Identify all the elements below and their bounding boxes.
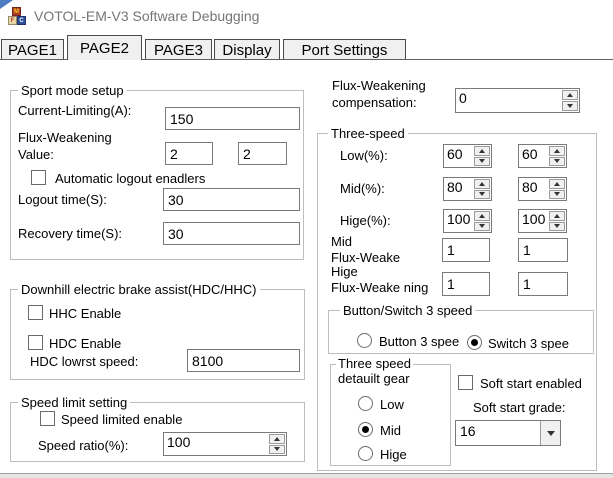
hige-percent-spinbox-2[interactable]: [518, 209, 567, 233]
up-arrow-icon: [479, 149, 485, 153]
flux-compensation-label-line1: Flux-Weakening: [332, 78, 426, 93]
down-arrow-icon: [479, 224, 485, 228]
tab-page3[interactable]: PAGE3: [145, 39, 212, 60]
mid-flux-input-2[interactable]: [518, 238, 568, 262]
hige-percent-value-2: 100: [522, 211, 546, 227]
auto-logout-checkbox[interactable]: [31, 170, 46, 185]
hige-percent-value-1: 100: [447, 211, 471, 227]
icon-block-c: C: [17, 16, 26, 25]
hige-flux-input-1[interactable]: [442, 272, 490, 296]
icon-block-m: M: [14, 9, 19, 15]
flux-compensation-spinbox[interactable]: [455, 88, 580, 113]
down-arrow-icon: [554, 224, 560, 228]
down-arrow-icon: [554, 159, 560, 163]
switch-3-speed-radio[interactable]: [467, 335, 482, 350]
spin-up-button[interactable]: [549, 211, 565, 221]
speed-limited-enable-checkbox[interactable]: [40, 411, 55, 426]
speed-ratio-value: 100: [167, 434, 191, 450]
mid-flux-label-line1: Mid: [331, 234, 352, 249]
low-percent-value-2: 60: [522, 146, 538, 162]
mid-percent-label: Mid(%):: [340, 181, 385, 196]
hige-percent-spinbox-1[interactable]: [443, 209, 492, 233]
dropdown-button[interactable]: [540, 421, 560, 445]
spin-up-button[interactable]: [474, 179, 490, 189]
gear-hige-label: Hige: [380, 447, 407, 462]
mid-percent-spinbox-1[interactable]: [443, 177, 492, 201]
hige-flux-label-line2: Flux-Weake ning: [331, 280, 429, 295]
tab-page1[interactable]: PAGE1: [1, 39, 64, 60]
up-arrow-icon: [567, 93, 573, 97]
tab-display[interactable]: Display: [214, 39, 280, 60]
auto-logout-checkbox-label: Automatic logout enadlers: [55, 171, 206, 186]
window-bottom-edge: [0, 473, 613, 478]
current-limiting-label: Current-Limiting(A):: [18, 103, 132, 118]
down-arrow-icon: [554, 192, 560, 196]
chevron-down-icon: [547, 431, 555, 436]
default-gear-title-line1: Three speed: [338, 356, 411, 371]
spin-down-button[interactable]: [549, 222, 565, 232]
current-limiting-input[interactable]: [165, 107, 300, 130]
spin-down-button[interactable]: [549, 190, 565, 200]
button-switch-group-title: Button/Switch 3 speed: [340, 303, 475, 318]
spin-up-button[interactable]: [549, 146, 565, 156]
hige-flux-input-2[interactable]: [518, 272, 568, 296]
tab-page2[interactable]: PAGE2: [67, 35, 142, 60]
low-percent-value-1: 60: [447, 146, 463, 162]
hdc-enable-checkbox[interactable]: [28, 335, 43, 350]
spin-down-button[interactable]: [474, 222, 490, 232]
speed-ratio-label: Speed ratio(%):: [38, 438, 129, 453]
up-arrow-icon: [554, 182, 560, 186]
soft-start-enabled-checkbox[interactable]: [458, 375, 473, 390]
spin-down-button[interactable]: [562, 101, 578, 111]
mid-percent-spinbox-2[interactable]: [518, 177, 567, 201]
gear-low-radio[interactable]: [358, 396, 373, 411]
downhill-group-title: Downhill electric brake assist(HDC/HHC): [18, 282, 260, 297]
speed-limit-group-title: Speed limit setting: [18, 395, 130, 410]
soft-start-grade-dropdown[interactable]: [455, 420, 561, 446]
title-bar: [0, 0, 613, 33]
sport-mode-group-title: Sport mode setup: [18, 83, 127, 98]
up-arrow-icon: [554, 149, 560, 153]
spin-down-button[interactable]: [269, 445, 285, 455]
soft-start-grade-label: Soft start grade:: [473, 400, 566, 415]
logout-time-input[interactable]: [163, 188, 300, 211]
low-percent-spinbox-1[interactable]: [443, 144, 492, 168]
spin-up-button[interactable]: [474, 211, 490, 221]
up-arrow-icon: [479, 214, 485, 218]
spin-up-button[interactable]: [562, 90, 578, 100]
recovery-time-input[interactable]: [163, 222, 300, 245]
icon-block-f: F: [8, 16, 17, 25]
spin-up-button[interactable]: [549, 179, 565, 189]
default-gear-title-line2: detauilt gear: [338, 371, 410, 386]
default-gear-group-title: [336, 356, 413, 386]
recovery-time-label: Recovery time(S):: [18, 226, 123, 241]
flux-weakening-label-line1: Flux-Weakening: [18, 130, 112, 145]
gear-mid-radio[interactable]: [358, 422, 373, 437]
gear-low-label: Low: [380, 397, 404, 412]
spin-down-button[interactable]: [474, 157, 490, 167]
three-speed-group-title: Three-speed: [328, 126, 408, 141]
hhc-enable-label: HHC Enable: [49, 306, 122, 321]
hdc-lowest-speed-input[interactable]: [187, 349, 300, 372]
button-3-speed-label: Button 3 spee: [379, 334, 460, 349]
logout-time-label: Logout time(S):: [18, 192, 107, 207]
soft-start-grade-value: 16: [460, 423, 476, 439]
switch-3-speed-label: Switch 3 spee: [488, 336, 569, 351]
mid-flux-label-line2: Flux-Weake: [331, 250, 401, 265]
flux-compensation-value: 0: [459, 90, 467, 106]
window-title: VOTOL-EM-V3 Software Debugging: [34, 8, 260, 24]
hdc-lowest-speed-label: HDC lowrst speed:: [30, 354, 139, 369]
speed-limited-enable-label: Speed limited enable: [61, 412, 183, 427]
mid-flux-input-1[interactable]: [442, 238, 490, 262]
button-3-speed-radio[interactable]: [357, 333, 372, 348]
hige-percent-label: Hige(%):: [340, 213, 391, 228]
speed-ratio-spinbox[interactable]: [163, 432, 287, 456]
up-arrow-icon: [554, 214, 560, 218]
flux-weakening-input-2[interactable]: [238, 142, 287, 165]
low-percent-spinbox-2[interactable]: [518, 144, 567, 168]
spin-up-button[interactable]: [269, 434, 285, 444]
down-arrow-icon: [479, 192, 485, 196]
mid-percent-value-1: 80: [447, 179, 463, 195]
tab-port-settings[interactable]: Port Settings: [283, 39, 406, 60]
mid-percent-value-2: 80: [522, 179, 538, 195]
down-arrow-icon: [479, 159, 485, 163]
hdc-enable-label: HDC Enable: [49, 336, 122, 351]
spin-up-button[interactable]: [474, 146, 490, 156]
app-icon: [8, 7, 26, 25]
spin-down-button[interactable]: [549, 157, 565, 167]
down-arrow-icon: [274, 447, 280, 451]
low-percent-label: Low(%):: [340, 148, 388, 163]
hhc-enable-checkbox[interactable]: [28, 305, 43, 320]
up-arrow-icon: [274, 437, 280, 441]
up-arrow-icon: [479, 182, 485, 186]
flux-compensation-label-line2: compensation:: [332, 95, 417, 110]
flux-weakening-label-line2: Value:: [18, 147, 54, 162]
gear-mid-label: Mid: [380, 423, 401, 438]
down-arrow-icon: [567, 104, 573, 108]
soft-start-enabled-label: Soft start enabled: [480, 376, 582, 391]
hige-flux-label-line1: Hige: [331, 264, 358, 279]
spin-down-button[interactable]: [474, 190, 490, 200]
gear-hige-radio[interactable]: [358, 446, 373, 461]
flux-weakening-input-1[interactable]: [165, 142, 213, 165]
